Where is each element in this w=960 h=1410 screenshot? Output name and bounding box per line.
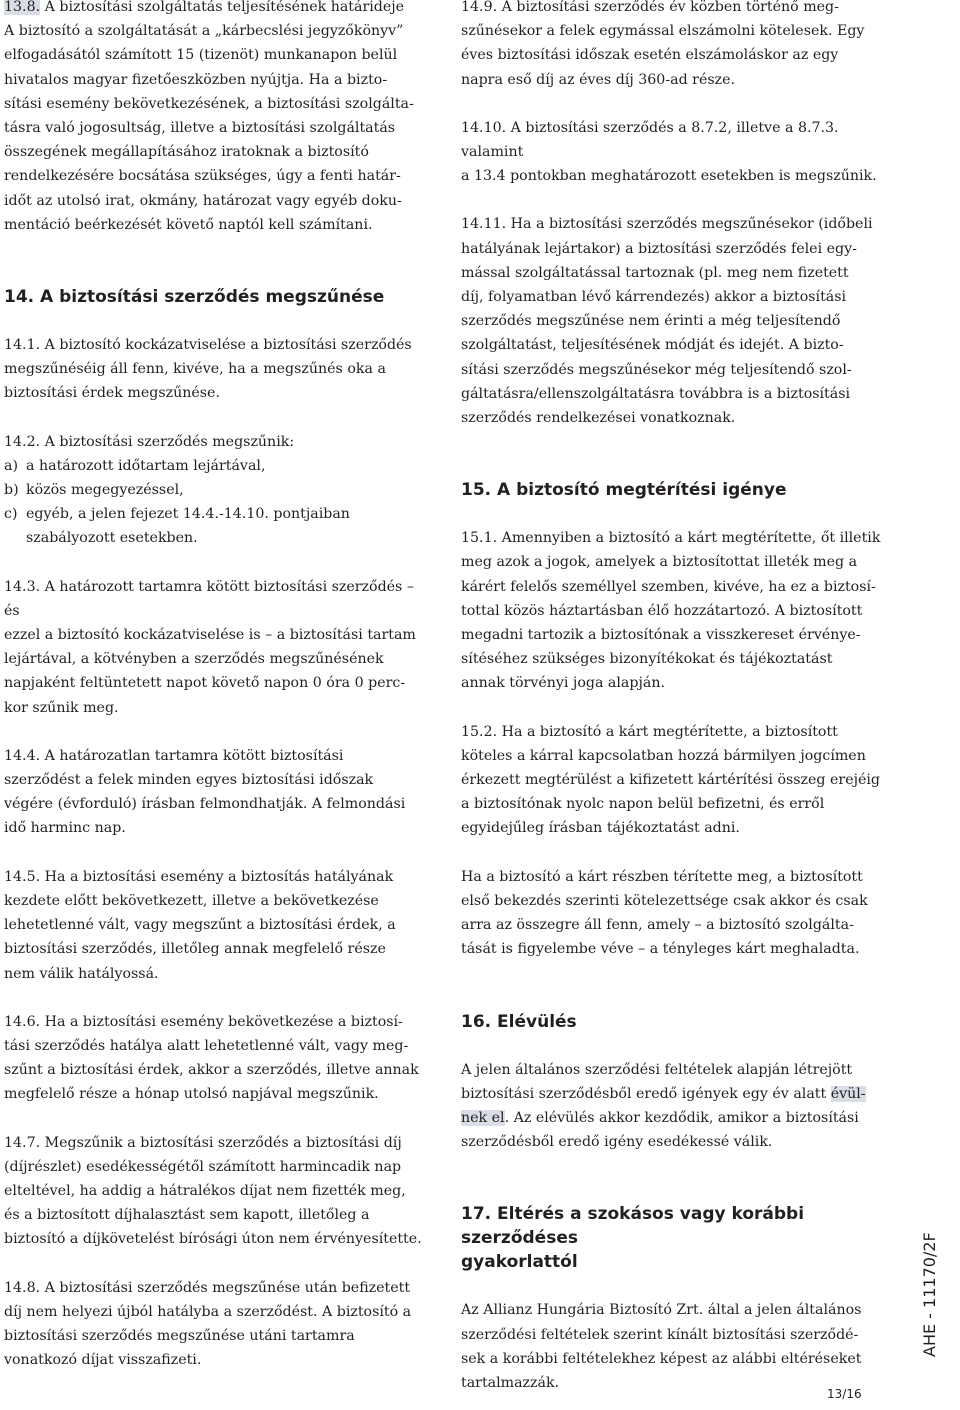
heading-section-14: 14. A biztosítási szerződés megszűnése (4, 287, 385, 308)
heading-section-16: 16. Elévülés (461, 1011, 577, 1032)
paragraph-14-8: 14.8. A biztosítási szerződés megszűnése után befizetett díj nem helyezi újból hatályba a szerződést. A biztosító a biztosítási szerződés megszűnése utáni tartamra vonatkozó díjat visszafizeti. (4, 1279, 412, 1369)
paragraph-14-3: 14.3. A határozott tartamra kötött biztosítási szerződés – és ezzel a biztosító kockázatviselése is – a biztosítási tartam lejártával, a kötvényben a szerződés megszűnésének napjaként feltüntetett napot követő napon 0 óra 0 perc- kor szűnik meg. (4, 578, 416, 716)
paragraph-14-2 (4, 430, 424, 551)
left-column (4, 0, 424, 1372)
highlighted-text: évül- (830, 1085, 866, 1102)
highlighted-text: nek el (461, 1109, 505, 1126)
section-number-13-8: 13.8. (4, 0, 41, 15)
paragraph-14-4: 14.4. A határozatlan tartamra kötött biztosítási szerződést a felek minden egyes biztosítási időszak végére (évforduló) írásban felmondhatják. A felmondási idő harminc nap. (4, 747, 406, 837)
paragraph-14-9: 14.9. A biztosítási szerződés év közben történő meg- szűnésekor a felek egymással elszámolni kötelesek. Egy éves biztosítási időszak esetén elszámoláskor az egy napra eső díj az éves díj 360-ad része. (461, 0, 865, 88)
paragraph-14-11: 14.11. Ha a biztosítási szerződés megszűnésekor (időbeli hatályának lejártakor) a biztosítási szerződés felei egy- mással szolgáltatással tartoznak (pl. meg nem fizetett díj, folyamatban lévő kárrendezés) akkor a biztosítási szerződés megszűnése nem érinti a még teljesítendő szolgáltatást, teljesítésének módját és idejét. A bizto- sítási szerződés megszűnésekor még teljesítendő szol- gáltatásra/ellenszolgáltatásra továbbra is a biztosítási szerződés rendelkezései vonatkoznak. (461, 216, 873, 427)
paragraph-17: Az Allianz Hungária Biztosító Zrt. által a jelen általános szerződési feltételek szerint kínált biztosítási szerződé- sek a korábbi feltételekhez képest az alábbi eltéréseket tartalmazzák. (461, 1302, 862, 1391)
list-item: b) közös megegyezéssel, (4, 482, 184, 499)
heading-section-15: 15. A biztosító megtérítési igénye (461, 480, 787, 501)
paragraph-14-5: 14.5. Ha a biztosítási esemény a biztosítás hatályának kezdete előtt bekövetkezett, illetve a bekövetkezése lehetetlenné vált, vagy megszűnt a biztosítási érdek, a biztosítási szerződés, illetőleg annak megfelelő része nem válik hatályossá. (4, 868, 396, 982)
paragraph-15-3: Ha a biztosító a kárt részben térítette meg, a biztosított első bekezdés szerinti kötelezettsége csak akkor és csak arra az összegre áll fenn, amely – a biztosító szolgálta- tását is figyelembe véve – a tényleges kárt meghaladta. (461, 868, 868, 958)
paragraph-14-1: 14.1. A biztosító kockázatviselése a biztosítási szerződés megszűnéséig áll fenn, kivéve, ha a megszűnés oka a biztosítási érdek megszűnése. (4, 337, 412, 402)
document-code-text: AHE - 11170/2F (920, 1232, 939, 1357)
paragraph-16: A jelen általános szerződési feltételek alapján létrejött biztosítási szerződésből eredő igények egy év alatt évül- nek el. Az elévülés akkor kezdődik, amikor a biztosítási szerződésből eredő igény esedékessé válik. (461, 1061, 866, 1151)
paragraph-14-6: 14.6. Ha a biztosítási esemény bekövetkezése a biztosí- tási szerződés hatálya alatt lehetetlenné vált, vagy meg- szűnt a biztosítási érdek, akkor a szerződés, illetve annak megfelelő része a hónap utolsó napjával megszűnik. (4, 1013, 419, 1103)
page-number: 13/16 (827, 1387, 862, 1401)
heading-section-17: 17. Eltérés a szokásos vagy korábbi szerződéses gyakorlattól (461, 1204, 805, 1273)
paragraph-13-8: 13.8. A biztosítási szolgáltatás teljesítésének határideje A biztosító a szolgáltatását a „kárbecslési jegyzőkönyv” elfogadásától számított 15 (tizenöt) munkanapon belül hivatalos magyar fizetőeszközben nyújtja. Ha a bizto- sítási esemény bekövetkezésének, a biztosítási szolgálta- tásra való jogosultság, illetve a biztosítási szolgáltatás összegének megállapításához iratoknak a biztosító rendelkezésére bocsátása szükséges, úgy a fenti határ- időt az utolsó irat, okmány, határozat vagy egyéb doku- mentáció beérkezését követő naptól kell számítani. (4, 0, 414, 233)
paragraph-14-10: 14.10. A biztosítási szerződés a 8.7.2, illetve a 8.7.3. valamint a 13.4 pontokban meghatározott esetekben is megszűnik. (461, 119, 877, 185)
document-code (912, 1232, 952, 1365)
right-column (461, 0, 891, 1395)
paragraph-15-2: 15.2. Ha a biztosító a kárt megtérítette, a biztosított köteles a kárral kapcsolatban hozzá bármilyen jogcímen érkezett megtérülést a kifizetett kártérítési összeg erejéig a biztosítónak nyolc napon belül befizetni, és erről egyidejűleg írásban tájékoztatást adni. (461, 723, 881, 837)
paragraph-15-1: 15.1. Amennyiben a biztosító a kárt megtérítette, őt illetik meg azok a jogok, amelyek a biztosítottat illeték meg a kárért felelős személlyel szemben, kivéve, ha ez a biztosí- tottal közös háztartásban élő hozzátartozó. A biztosított megadni tartozik a biztosítónak a visszkereset érvénye- sítéséhez szükséges bizonyítékokat és tájékoztatást annak törvényi joga alapján. (461, 530, 881, 692)
list-item: c) egyéb, a jelen fejezet 14.4.-14.10. pontjaiban szabályozott esetekben. (4, 506, 350, 547)
list-intro: 14.2. A biztosítási szerződés megszűnik: (4, 433, 295, 450)
paragraph-14-7: 14.7. Megszűnik a biztosítási szerződés a biztosítási díj (díjrészlet) esedékességétől számított harmincadik nap elteltével, ha addig a hátralékos díjat nem fizették meg, és a biztosított díjhalasztást sem kapott, illetőleg a biztosító a díjkövetelést bírósági úton nem érvényesítette. (4, 1134, 422, 1248)
list-item: a) a határozott időtartam lejártával, (4, 457, 266, 474)
